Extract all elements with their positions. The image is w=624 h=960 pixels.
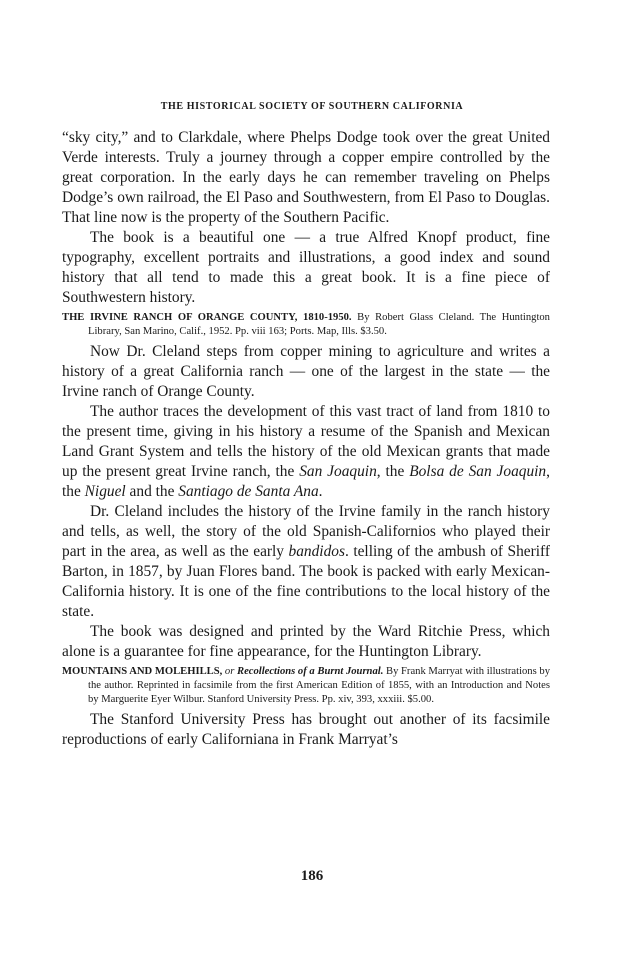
grant-name-niguel: Niguel (84, 483, 126, 500)
paragraph-land-grants: The author traces the development of this vast tract of land from 1810 to the present time, giving in his history a resume of the Spanish and Mexican Land Grant System and tells the history of the old Mexican grants that made up the present great Irvine ranch, the San Joaquin, the Bolsa de San Joaquin, the Niguel and the Santiago de Santa Ana. (62, 403, 550, 500)
book-entry-mountains-molehills: MOUNTAINS AND MOLEHILLS, or Recollections of a Burnt Journal. By Frank Marryat with illustrations by the author. Reprinted in facsimile from the first American Edition of 1855, with an Introduction and Notes by Marguerite Eyer Wilbur. Stanford University Press. Pp. xiv, 393, xxxiii. $5.00. (62, 666, 550, 705)
page-number: 186 (300, 868, 324, 884)
book-entry-subtitle: Recollections of a Burnt Journal. (237, 666, 384, 677)
paragraph-copper-empire: “sky city,” and to Clarkdale, where Phelps Dodge took over the great United Verde interests. Truly a journey through a copper empire controlled by the great corporation. In the early days he can remember traveling on Phelps Dodge’s own railroad, the El Paso and Southwestern, from El Paso to Douglas. That line now is the property of the Southern Pacific. (62, 129, 550, 226)
paragraph-stanford-press: The Stanford University Press has brought out another of its facsimile reproductions of early Californiana in Frank Marryat’s (62, 711, 550, 748)
paragraph-ward-ritchie: The book was designed and printed by the Ward Ritchie Press, which alone is a guarantee for fine appearance, for the Huntington Library. (62, 623, 550, 660)
term-bandidos: bandidos (288, 543, 345, 560)
book-entry-details: By Frank Marryat with illustrations by the author. Reprinted in facsimile from the first American Edition of 1855, with an Introduction and Notes by Marguerite Eyer Wilbur. Stanford University Press. Pp. xiv, 393, xxxiii. $5.00. (88, 666, 550, 705)
grant-name-san-joaquin: San Joaquin (299, 463, 377, 480)
paragraph-cleland-intro: Now Dr. Cleland steps from copper mining to agriculture and writes a history of a great California ranch — one of the largest in the state — the Irvine ranch of Orange County. (62, 343, 550, 400)
paragraph-irvine-family: Dr. Cleland includes the history of the Irvine family in the ranch history and tells, as well, the story of the old Spanish-Californios who played their part in the area, as well as the early bandidos. telling of the ambush of Sheriff Barton, in 1857, by Juan Flores band. The book is packed with early Mexican-California history. It is one of the fine contributions to the local history of the state. (62, 503, 550, 620)
grant-name-bolsa: Bolsa de San Joaquin (409, 463, 547, 480)
book-entry-title: THE IRVINE RANCH OF ORANGE COUNTY, 1810-1950. (62, 312, 352, 323)
book-entry-title: MOUNTAINS AND MOLEHILLS, (62, 666, 223, 677)
book-entry-irvine-ranch (62, 311, 550, 339)
paragraph-knopf-review: The book is a beautiful one — a true Alfred Knopf product, fine typography, excellent portraits and illustrations, a good index and sound history that all tend to made this a great book. It is a fine piece of Southwestern history. (62, 229, 550, 306)
page-body (62, 128, 550, 750)
running-head: THE HISTORICAL SOCIETY OF SOUTHERN CALIFORNIA (160, 101, 464, 112)
book-entry-details: By Robert Glass Cleland. The Huntington Library, San Marino, Calif., 1952. Pp. viii 163; Ports. Map, Ills. $3.50. (88, 312, 550, 337)
grant-name-santiago: Santiago de Santa Ana (178, 483, 319, 500)
